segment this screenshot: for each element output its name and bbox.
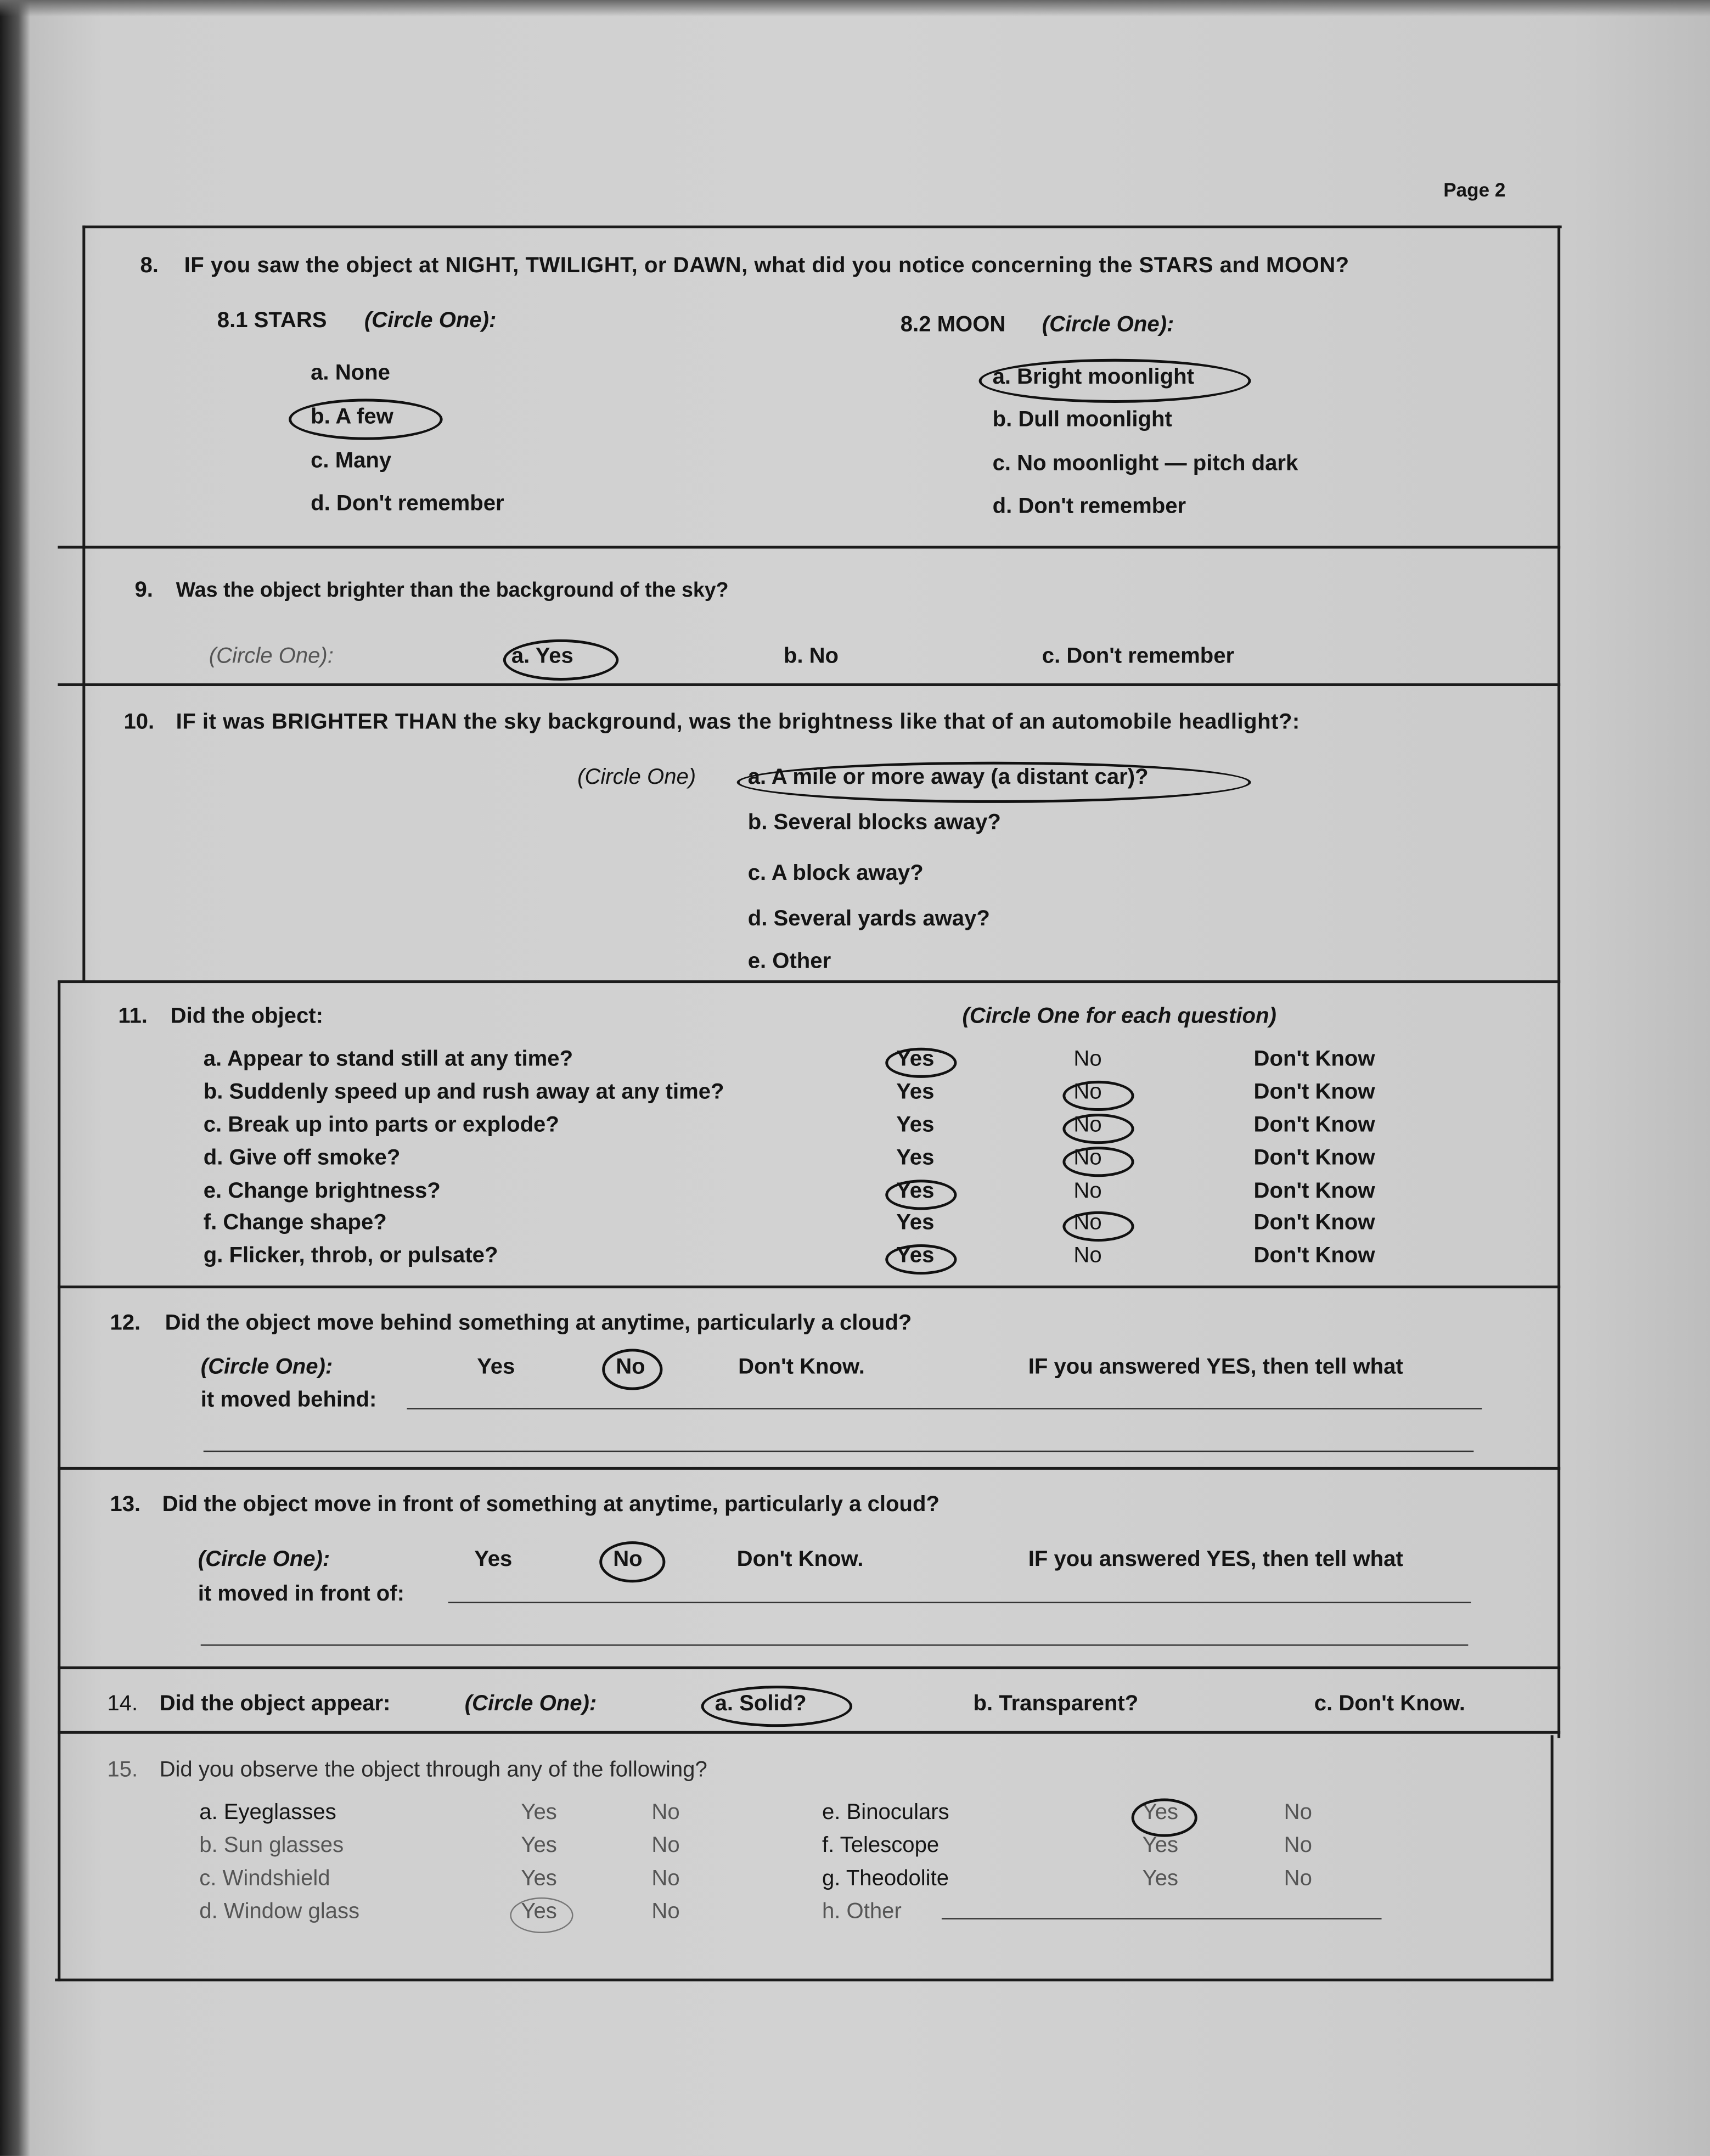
- option-yes[interactable]: Yes: [1142, 1867, 1179, 1891]
- followup-prompt: IF you answered YES, then tell what: [1028, 1548, 1403, 1572]
- divider: [58, 980, 1560, 983]
- option-yes[interactable]: Yes: [477, 1355, 515, 1379]
- row-label: a. Appear to stand still at any time?: [203, 1047, 573, 1071]
- circled-answer-mark: [503, 639, 618, 681]
- question-number: 14.: [107, 1692, 138, 1716]
- question-text: Did the object:: [170, 1005, 323, 1029]
- row-label: c. Break up into parts or explode?: [203, 1114, 559, 1137]
- divider: [58, 1731, 1560, 1734]
- option-yes[interactable]: Yes: [896, 1047, 935, 1071]
- moon-option-a[interactable]: a. Bright moonlight: [992, 366, 1194, 389]
- option-no[interactable]: No: [1073, 1114, 1102, 1137]
- divider: [55, 1979, 1553, 1981]
- stars-option-c[interactable]: c. Many: [311, 450, 392, 473]
- stars-option-b[interactable]: b. A few: [311, 405, 393, 429]
- option-a[interactable]: a. A mile or more away (a distant car)?: [747, 766, 1149, 789]
- option-b[interactable]: b. No: [783, 644, 839, 669]
- scan-top-shadow: [0, 0, 1710, 16]
- question-number: 8.: [140, 254, 159, 278]
- right-border: [1551, 1735, 1554, 1980]
- stars-heading: 8.1 STARS: [217, 309, 327, 333]
- option-yes[interactable]: Yes: [896, 1147, 935, 1170]
- moon-instruction: (Circle One):: [1042, 313, 1174, 337]
- row-label: e. Binoculars: [822, 1801, 949, 1825]
- option-no[interactable]: No: [1073, 1147, 1102, 1170]
- instruction: (Circle One): [577, 766, 696, 789]
- option-a[interactable]: a. Solid?: [715, 1692, 807, 1716]
- circled-answer-mark: [885, 1244, 957, 1274]
- circled-answer-mark: [1062, 1211, 1134, 1242]
- question-text: Did the object move behind something at anytime, particularly a cloud?: [165, 1311, 912, 1335]
- circled-answer-mark: [701, 1686, 853, 1727]
- row-label: a. Eyeglasses: [199, 1801, 336, 1825]
- instruction: (Circle One):: [198, 1548, 330, 1572]
- question-number: 13.: [110, 1493, 141, 1517]
- option-no[interactable]: No: [651, 1900, 680, 1924]
- stars-option-d[interactable]: d. Don't remember: [311, 492, 504, 516]
- option-yes[interactable]: Yes: [896, 1244, 935, 1268]
- option-a[interactable]: a. Yes: [511, 644, 573, 669]
- left-border: [82, 226, 85, 982]
- circled-answer-mark: [510, 1897, 573, 1933]
- instruction: (Circle One for each question): [962, 1005, 1276, 1029]
- option-b[interactable]: b. Transparent?: [973, 1692, 1139, 1716]
- option-c[interactable]: c. Don't Know.: [1314, 1692, 1466, 1716]
- option-don-t-know[interactable]: Don't Know: [1253, 1147, 1375, 1170]
- option-don-t-know[interactable]: Don't Know: [1253, 1047, 1375, 1071]
- option-c[interactable]: c. Don't remember: [1042, 644, 1235, 669]
- circled-answer-mark: [599, 1541, 665, 1582]
- row-label: f. Change shape?: [203, 1211, 387, 1235]
- question-text: Did you observe the object through any of the following?: [159, 1758, 707, 1782]
- question-text: Did the object appear:: [159, 1692, 391, 1716]
- divider: [58, 1285, 1560, 1288]
- option-yes[interactable]: Yes: [521, 1801, 557, 1825]
- option-don-t-know[interactable]: Don't Know: [1253, 1180, 1375, 1203]
- option-d[interactable]: d. Several yards away?: [747, 907, 990, 931]
- option-dont-know[interactable]: Don't Know.: [736, 1548, 864, 1572]
- option-no[interactable]: No: [1073, 1244, 1102, 1268]
- instruction: (Circle One):: [464, 1692, 597, 1716]
- instruction: (Circle One):: [200, 1355, 333, 1379]
- divider: [58, 683, 1560, 686]
- circled-answer-mark: [1062, 1114, 1134, 1144]
- circled-answer-mark: [885, 1048, 957, 1078]
- option-yes[interactable]: Yes: [521, 1867, 557, 1891]
- divider: [58, 1467, 1560, 1470]
- stars-option-a[interactable]: a. None: [311, 361, 390, 385]
- scan-edge-shadow: [0, 0, 30, 2156]
- option-b[interactable]: b. Several blocks away?: [747, 811, 1001, 835]
- option-no[interactable]: No: [651, 1834, 680, 1858]
- option-yes[interactable]: Yes: [521, 1900, 557, 1924]
- option-yes[interactable]: Yes: [896, 1211, 935, 1235]
- question-number: 11.: [118, 1005, 148, 1029]
- option-no[interactable]: No: [651, 1867, 680, 1891]
- circled-answer-mark: [1062, 1147, 1134, 1177]
- row-label: c. Windshield: [199, 1867, 330, 1891]
- row-label: h. Other: [822, 1900, 902, 1924]
- circled-answer-mark: [737, 762, 1251, 803]
- followup-prompt-2: it moved in front of:: [198, 1582, 404, 1606]
- option-no[interactable]: No: [1284, 1867, 1312, 1891]
- moon-option-c[interactable]: c. No moonlight — pitch dark: [992, 452, 1298, 476]
- divider: [82, 226, 1561, 228]
- circled-answer-mark: [289, 398, 443, 440]
- question-number: 15.: [107, 1758, 138, 1782]
- circled-answer-mark: [979, 359, 1251, 403]
- row-label: d. Window glass: [199, 1900, 360, 1924]
- option-don-t-know[interactable]: Don't Know: [1253, 1080, 1375, 1104]
- option-don-t-know[interactable]: Don't Know: [1253, 1211, 1375, 1235]
- option-yes[interactable]: Yes: [474, 1548, 513, 1572]
- option-don-t-know[interactable]: Don't Know: [1253, 1244, 1375, 1268]
- option-no[interactable]: No: [651, 1801, 680, 1825]
- instruction: (Circle One):: [209, 644, 334, 669]
- answer-line[interactable]: [201, 1644, 1469, 1646]
- option-e[interactable]: e. Other: [747, 950, 831, 974]
- question-number: 9.: [134, 579, 153, 603]
- option-no[interactable]: No: [1284, 1801, 1312, 1825]
- option-yes[interactable]: Yes: [1142, 1801, 1179, 1825]
- option-no[interactable]: No: [616, 1355, 645, 1379]
- moon-option-d[interactable]: d. Don't remember: [992, 495, 1186, 519]
- option-yes[interactable]: Yes: [521, 1834, 557, 1858]
- question-text: Did the object move in front of something at anytime, particularly a cloud?: [162, 1493, 940, 1517]
- row-label: b. Sun glasses: [199, 1834, 344, 1858]
- circled-answer-mark: [1132, 1799, 1197, 1837]
- moon-option-b[interactable]: b. Dull moonlight: [992, 408, 1172, 432]
- left-border: [58, 982, 60, 1981]
- question-number: 12.: [110, 1311, 141, 1335]
- row-label: e. Change brightness?: [203, 1180, 441, 1203]
- moon-heading: 8.2 MOON: [900, 313, 1006, 337]
- other-answer-line[interactable]: [942, 1918, 1382, 1919]
- option-no[interactable]: No: [1284, 1834, 1312, 1858]
- answer-line[interactable]: [448, 1602, 1471, 1603]
- option-yes[interactable]: Yes: [896, 1114, 935, 1137]
- option-no[interactable]: No: [1073, 1211, 1102, 1235]
- option-c[interactable]: c. A block away?: [747, 862, 924, 886]
- row-label: g. Theodolite: [822, 1867, 949, 1891]
- option-yes[interactable]: Yes: [1142, 1834, 1179, 1858]
- option-no[interactable]: No: [1073, 1080, 1102, 1104]
- row-label: g. Flicker, throb, or pulsate?: [203, 1244, 498, 1268]
- option-yes[interactable]: Yes: [896, 1180, 935, 1203]
- option-dont-know[interactable]: Don't Know.: [738, 1355, 865, 1379]
- circled-answer-mark: [1062, 1081, 1134, 1111]
- followup-prompt: IF you answered YES, then tell what: [1028, 1355, 1403, 1379]
- question-text: Was the object brighter than the background of the sky?: [176, 579, 729, 603]
- option-don-t-know[interactable]: Don't Know: [1253, 1114, 1375, 1137]
- answer-line[interactable]: [407, 1408, 1482, 1410]
- row-label: d. Give off smoke?: [203, 1147, 401, 1170]
- row-label: b. Suddenly speed up and rush away at any time?: [203, 1080, 724, 1104]
- option-yes[interactable]: Yes: [896, 1080, 935, 1104]
- answer-line[interactable]: [204, 1451, 1474, 1452]
- question-text: IF you saw the object at NIGHT, TWILIGHT, or DAWN, what did you notice concerning the STARS and MOON?: [184, 254, 1349, 278]
- option-no[interactable]: No: [613, 1548, 643, 1572]
- question-text: IF it was BRIGHTER THAN the sky background, was the brightness like that of an automobile headlight?:: [176, 711, 1300, 734]
- question-number: 10.: [123, 711, 155, 734]
- followup-prompt-2: it moved behind:: [200, 1389, 377, 1412]
- circled-answer-mark: [885, 1180, 957, 1210]
- row-label: f. Telescope: [822, 1834, 940, 1858]
- stars-instruction: (Circle One):: [364, 309, 497, 333]
- option-no[interactable]: No: [1073, 1047, 1102, 1071]
- page-number: Page 2: [1443, 178, 1506, 201]
- option-no[interactable]: No: [1073, 1180, 1102, 1203]
- divider: [58, 546, 1560, 548]
- circled-answer-mark: [602, 1349, 662, 1390]
- divider: [58, 1666, 1560, 1669]
